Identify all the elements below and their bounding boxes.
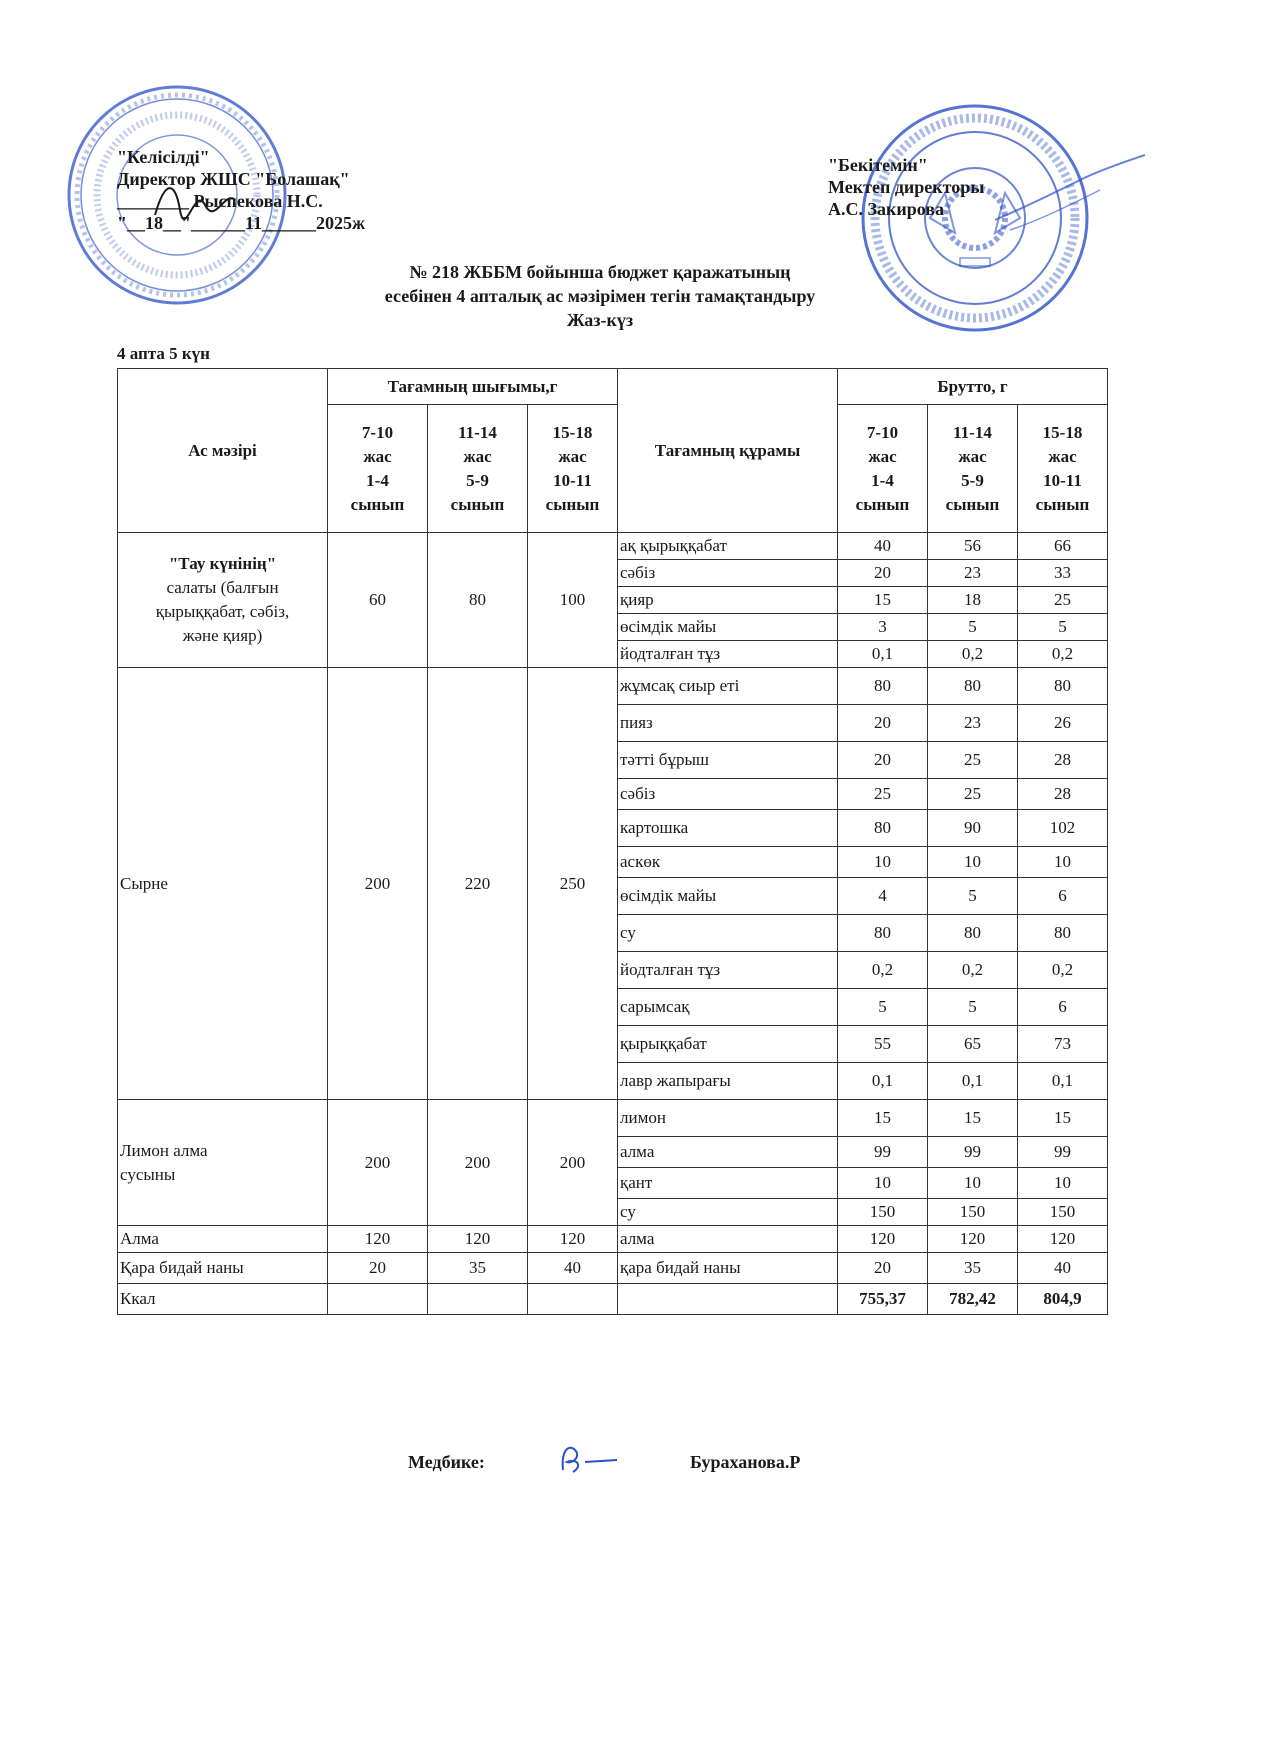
day-label: 4 апта 5 күн [117, 344, 210, 363]
ingredient-value: 25 [1018, 587, 1108, 614]
kcal-value-2: 782,42 [928, 1284, 1018, 1315]
ingredient-value: 26 [1018, 705, 1108, 742]
ingredient-value: 5 [1018, 614, 1108, 641]
ingredient-value: 10 [1018, 847, 1108, 878]
title-line-3: Жаз-күз [566, 310, 634, 330]
ingredient-value: 73 [1018, 1026, 1108, 1063]
ingredient-value: 0,2 [1018, 641, 1108, 668]
kcal-value-1: 755,37 [838, 1284, 928, 1315]
ingredient-value: 28 [1018, 779, 1108, 810]
ingredient-value: 0,2 [838, 952, 928, 989]
ingredient-value: 15 [838, 587, 928, 614]
ingredient-name: йодталған тұз [618, 952, 838, 989]
ingredient-name: қант [618, 1168, 838, 1199]
ingredient-name: сәбіз [618, 560, 838, 587]
ingredient-value: 80 [1018, 668, 1108, 705]
ingredient-name: лавр жапырағы [618, 1063, 838, 1100]
empty-cell [528, 1284, 618, 1315]
approval-right-label: "Бекітемін" [828, 155, 928, 175]
ingredient-value: 35 [928, 1253, 1018, 1284]
ingredient-value: 10 [928, 847, 1018, 878]
ingredient-value: 0,1 [838, 641, 928, 668]
ingredient-name: өсімдік майы [618, 614, 838, 641]
ingredient-value: 18 [928, 587, 1018, 614]
approval-left-label: "Келісілді" [117, 147, 210, 167]
ingredient-value: 20 [838, 705, 928, 742]
ingredient-value: 99 [838, 1137, 928, 1168]
ingredient-name: өсімдік майы [618, 878, 838, 915]
header-brutto: Брутто, г [838, 369, 1108, 405]
ingredient-value: 120 [1018, 1226, 1108, 1253]
ingredient-value: 150 [928, 1199, 1018, 1226]
dish-output-1: 200 [328, 1100, 428, 1226]
dish-name-rye-bread: Қара бидай наны [118, 1253, 328, 1284]
ingredient-value: 65 [928, 1026, 1018, 1063]
dish-output-3: 120 [528, 1226, 618, 1253]
ingredient-name: су [618, 915, 838, 952]
ingredient-value: 120 [838, 1226, 928, 1253]
ingredient-value: 5 [838, 989, 928, 1026]
ingredient-value: 80 [928, 915, 1018, 952]
approval-left-date: "__18__"______11______2025ж [117, 213, 366, 233]
ingredient-name: тәтті бұрыш [618, 742, 838, 779]
ingredient-name: қырыққабат [618, 1026, 838, 1063]
dish-output-3: 250 [528, 668, 618, 1100]
ingredient-name: аскөк [618, 847, 838, 878]
ingredient-value: 5 [928, 989, 1018, 1026]
header-brutto-age-2: 11-14 жас 5-9 сынып [928, 405, 1018, 533]
ingredient-value: 120 [928, 1226, 1018, 1253]
dish-name-syrne: Сырне [118, 668, 328, 1100]
ingredient-value: 99 [1018, 1137, 1108, 1168]
ingredient-value: 15 [1018, 1100, 1108, 1137]
header-output: Тағамның шығымы,г [328, 369, 618, 405]
kcal-row [118, 1284, 1108, 1315]
table-row [118, 1253, 1108, 1284]
ingredient-value: 6 [1018, 878, 1108, 915]
table-row [118, 1100, 1108, 1137]
nurse-signature [555, 1440, 625, 1480]
menu-table [117, 368, 1108, 1315]
ingredient-value: 4 [838, 878, 928, 915]
title-line-2: есебінен 4 апталық ас мәзірімен тегін тамақтандыру [384, 286, 816, 306]
dish-name-apple: Алма [118, 1226, 328, 1253]
dish-output-2: 200 [428, 1100, 528, 1226]
ingredient-value: 20 [838, 1253, 928, 1284]
header-brutto-age-1: 7-10 жас 1-4 сынып [838, 405, 928, 533]
ingredient-value: 6 [1018, 989, 1108, 1026]
ingredient-name: су [618, 1199, 838, 1226]
kcal-value-3: 804,9 [1018, 1284, 1108, 1315]
ingredient-name: алма [618, 1137, 838, 1168]
ingredient-value: 0,2 [1018, 952, 1108, 989]
approval-left-name: ________ Рыспекова Н.С. [117, 191, 323, 211]
ingredient-name: алма [618, 1226, 838, 1253]
header-output-age-1: 7-10 жас 1-4 сынып [328, 405, 428, 533]
ingredient-value: 80 [838, 668, 928, 705]
ingredient-name: қара бидай наны [618, 1253, 838, 1284]
ingredient-name: ақ қырыққабат [618, 533, 838, 560]
dish-output-2: 120 [428, 1226, 528, 1253]
ingredient-value: 80 [838, 915, 928, 952]
ingredient-value: 10 [838, 847, 928, 878]
ingredient-value: 102 [1018, 810, 1108, 847]
dish-output-3: 200 [528, 1100, 618, 1226]
approval-right-name: А.С. Закирова [828, 199, 945, 219]
ingredient-value: 80 [1018, 915, 1108, 952]
ingredient-value: 0,1 [1018, 1063, 1108, 1100]
dish-output-2: 220 [428, 668, 528, 1100]
header-brutto-age-3: 15-18 жас 10-11 сынып [1018, 405, 1108, 533]
nurse-label: Медбике: [408, 1452, 485, 1472]
ingredient-name: пияз [618, 705, 838, 742]
empty-cell [428, 1284, 528, 1315]
ingredient-value: 0,2 [928, 952, 1018, 989]
ingredient-value: 55 [838, 1026, 928, 1063]
table-header-row-1 [118, 369, 1108, 405]
header-menu: Ас мәзірі [118, 369, 328, 533]
ingredient-value: 3 [838, 614, 928, 641]
ingredient-value: 23 [928, 705, 1018, 742]
dish-output-1: 120 [328, 1226, 428, 1253]
ingredient-value: 0,2 [928, 641, 1018, 668]
empty-cell [618, 1284, 838, 1315]
dish-name-lemon-apple-drink: Лимон алма сусыны [118, 1100, 328, 1226]
dish-name-salad: "Тау күнінің" салаты (балғын қырыққабат, сәбіз, және қияр) [118, 533, 328, 668]
ingredient-value: 99 [928, 1137, 1018, 1168]
document-title [250, 260, 950, 332]
ingredient-value: 150 [838, 1199, 928, 1226]
ingredient-value: 5 [928, 614, 1018, 641]
ingredient-name: картошка [618, 810, 838, 847]
ingredient-value: 80 [928, 668, 1018, 705]
signature-scribble-right [990, 150, 1150, 240]
table-row [118, 668, 1108, 705]
ingredient-value: 25 [838, 779, 928, 810]
ingredient-value: 15 [838, 1100, 928, 1137]
ingredient-value: 20 [838, 742, 928, 779]
nurse-name: Бураханова.Р [690, 1452, 801, 1472]
table-row [118, 533, 1108, 560]
ingredient-name: қияр [618, 587, 838, 614]
dish-output-1: 60 [328, 533, 428, 668]
approval-left-block [117, 146, 365, 234]
ingredient-value: 23 [928, 560, 1018, 587]
header-output-age-3: 15-18 жас 10-11 сынып [528, 405, 618, 533]
dish-output-2: 35 [428, 1253, 528, 1284]
ingredient-name: сәбіз [618, 779, 838, 810]
ingredient-value: 10 [1018, 1168, 1108, 1199]
dish-output-3: 100 [528, 533, 618, 668]
kcal-label: Ккал [118, 1284, 328, 1315]
dish-output-1: 20 [328, 1253, 428, 1284]
dish-output-2: 80 [428, 533, 528, 668]
header-composition: Тағамның құрамы [618, 369, 838, 533]
ingredient-value: 28 [1018, 742, 1108, 779]
ingredient-value: 80 [838, 810, 928, 847]
ingredient-value: 0,1 [928, 1063, 1018, 1100]
empty-cell [328, 1284, 428, 1315]
ingredient-value: 10 [928, 1168, 1018, 1199]
ingredient-value: 10 [838, 1168, 928, 1199]
ingredient-name: лимон [618, 1100, 838, 1137]
table-row [118, 1226, 1108, 1253]
ingredient-value: 0,1 [838, 1063, 928, 1100]
ingredient-value: 33 [1018, 560, 1108, 587]
ingredient-name: йодталған тұз [618, 641, 838, 668]
ingredient-value: 40 [1018, 1253, 1108, 1284]
dish-output-1: 200 [328, 668, 428, 1100]
ingredient-value: 150 [1018, 1199, 1108, 1226]
dish-output-3: 40 [528, 1253, 618, 1284]
ingredient-value: 66 [1018, 533, 1108, 560]
ingredient-name: сарымсақ [618, 989, 838, 1026]
ingredient-value: 25 [928, 779, 1018, 810]
title-line-1: № 218 ЖББМ бойынша бюджет қаражатының [409, 262, 791, 282]
header-output-age-2: 11-14 жас 5-9 сынып [428, 405, 528, 533]
ingredient-value: 25 [928, 742, 1018, 779]
ingredient-value: 5 [928, 878, 1018, 915]
ingredient-value: 40 [838, 533, 928, 560]
approval-right-position: Мектеп директоры [828, 177, 985, 197]
ingredient-value: 20 [838, 560, 928, 587]
ingredient-name: жұмсақ сиыр еті [618, 668, 838, 705]
ingredient-value: 90 [928, 810, 1018, 847]
ingredient-value: 56 [928, 533, 1018, 560]
ingredient-value: 15 [928, 1100, 1018, 1137]
approval-left-director: Директор ЖШС "Болашақ" [117, 169, 350, 189]
approval-right-block [828, 154, 984, 220]
